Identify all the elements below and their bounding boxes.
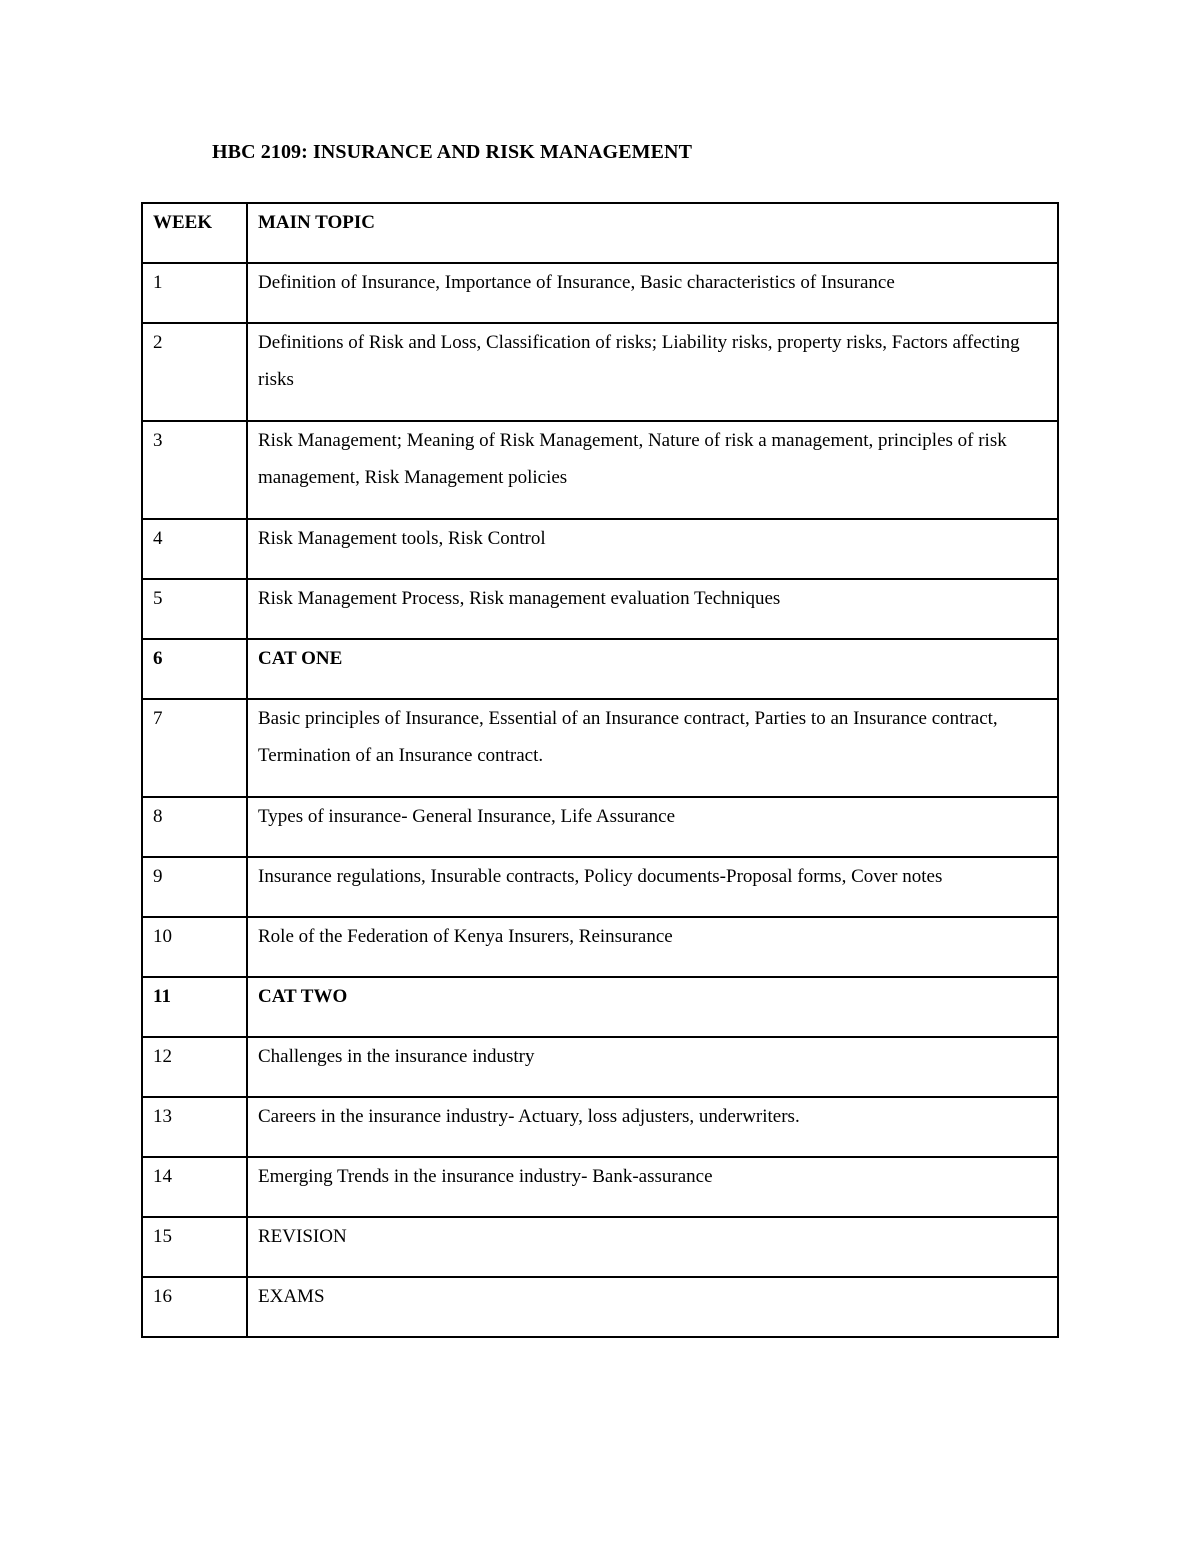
week-number-cell: 3 bbox=[142, 421, 247, 519]
table-row bbox=[142, 917, 1058, 977]
week-number-cell: 1 bbox=[142, 263, 247, 323]
main-topic-cell: Insurance regulations, Insurable contracts, Policy documents-Proposal forms, Cover notes bbox=[247, 857, 1058, 917]
week-number-cell: 2 bbox=[142, 323, 247, 421]
week-number-cell: 4 bbox=[142, 519, 247, 579]
table-row bbox=[142, 323, 1058, 421]
table-header-row bbox=[142, 203, 1058, 263]
table-row bbox=[142, 579, 1058, 639]
main-topic-cell: Role of the Federation of Kenya Insurers, Reinsurance bbox=[247, 917, 1058, 977]
main-topic-cell: Basic principles of Insurance, Essential of an Insurance contract, Parties to an Insurance contract, Termination of an Insurance contract. bbox=[247, 699, 1058, 797]
document-title: HBC 2109: INSURANCE AND RISK MANAGEMENT bbox=[212, 141, 693, 163]
week-number-cell: 9 bbox=[142, 857, 247, 917]
main-topic-cell: CAT ONE bbox=[247, 639, 1058, 699]
main-topic-cell: Careers in the insurance industry- Actuary, loss adjusters, underwriters. bbox=[247, 1097, 1058, 1157]
topic-column-header: MAIN TOPIC bbox=[247, 203, 1058, 263]
week-number-cell: 13 bbox=[142, 1097, 247, 1157]
main-topic-cell: Definitions of Risk and Loss, Classification of risks; Liability risks, property risks, Factors affecting risks bbox=[247, 323, 1058, 421]
week-number-cell: 6 bbox=[142, 639, 247, 699]
main-topic-cell: REVISION bbox=[247, 1217, 1058, 1277]
main-topic-cell: EXAMS bbox=[247, 1277, 1058, 1337]
week-number-cell: 12 bbox=[142, 1037, 247, 1097]
week-number-cell: 8 bbox=[142, 797, 247, 857]
main-topic-cell: Definition of Insurance, Importance of Insurance, Basic characteristics of Insurance bbox=[247, 263, 1058, 323]
table-row bbox=[142, 1277, 1058, 1337]
main-topic-cell: CAT TWO bbox=[247, 977, 1058, 1037]
week-number-cell: 10 bbox=[142, 917, 247, 977]
table-row bbox=[142, 857, 1058, 917]
table-row bbox=[142, 1037, 1058, 1097]
schedule-body bbox=[142, 203, 1058, 1337]
main-topic-cell: Challenges in the insurance industry bbox=[247, 1037, 1058, 1097]
main-topic-cell: Risk Management tools, Risk Control bbox=[247, 519, 1058, 579]
table-row bbox=[142, 1217, 1058, 1277]
week-number-cell: 5 bbox=[142, 579, 247, 639]
course-schedule-table bbox=[141, 202, 1059, 1338]
week-number-cell: 14 bbox=[142, 1157, 247, 1217]
week-number-cell: 11 bbox=[142, 977, 247, 1037]
table-row bbox=[142, 519, 1058, 579]
table-row bbox=[142, 1097, 1058, 1157]
week-number-cell: 7 bbox=[142, 699, 247, 797]
table-row bbox=[142, 263, 1058, 323]
table-row bbox=[142, 699, 1058, 797]
table-row bbox=[142, 421, 1058, 519]
table-row bbox=[142, 1157, 1058, 1217]
main-topic-cell: Risk Management; Meaning of Risk Management, Nature of risk a management, principles of risk management, Risk Management policies bbox=[247, 421, 1058, 519]
main-topic-cell: Emerging Trends in the insurance industry- Bank-assurance bbox=[247, 1157, 1058, 1217]
week-column-header: WEEK bbox=[142, 203, 247, 263]
week-number-cell: 16 bbox=[142, 1277, 247, 1337]
table-row bbox=[142, 639, 1058, 699]
main-topic-cell: Risk Management Process, Risk management evaluation Techniques bbox=[247, 579, 1058, 639]
table-row bbox=[142, 977, 1058, 1037]
table-row bbox=[142, 797, 1058, 857]
week-number-cell: 15 bbox=[142, 1217, 247, 1277]
main-topic-cell: Types of insurance- General Insurance, Life Assurance bbox=[247, 797, 1058, 857]
